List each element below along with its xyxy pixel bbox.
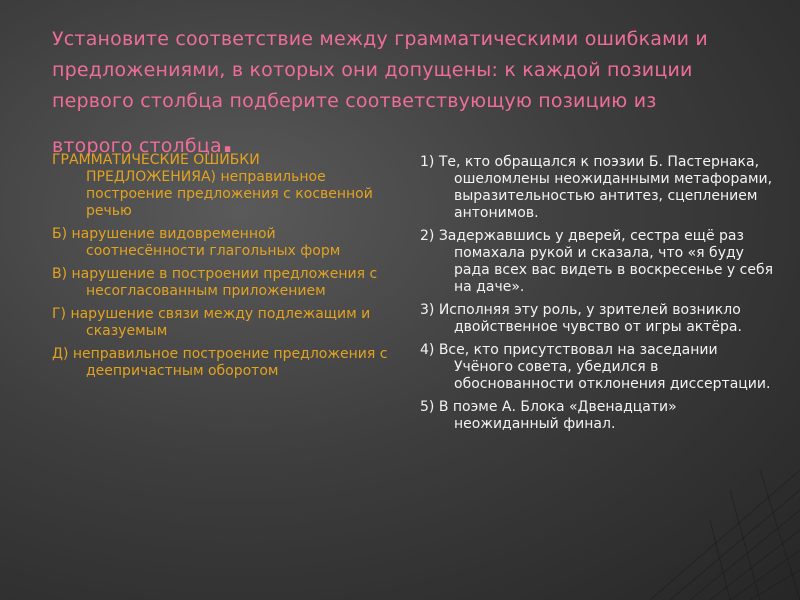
error-item-v: В) нарушение в построении предложения с несогласованным приложением (52, 266, 378, 299)
title-dot: . (221, 125, 234, 160)
sentence-item-3: 3) Исполняя эту роль, у зрителей возникло двойственное чувство от игры актёра. (420, 302, 742, 335)
title-line-1: Установите соответствие между грамматическими ошибками и предложениями, в которых они допущены: к каждой позиции первого столбца подберите соответствующую позицию из (52, 28, 708, 112)
sentences-column (420, 154, 775, 439)
sentence-item-2: 2) Задержавшись у дверей, сестра ещё раз помахала рукой и сказала, что «я буду рада всех вас видеть в воскресенье у себя на даче». (420, 228, 773, 295)
corner-decoration (610, 430, 800, 600)
slide-title (52, 24, 772, 162)
error-item-g: Г) нарушение связи между подлежащим и сказуемым (52, 306, 371, 339)
error-item-d: Д) неправильное построение предложения с деепричастным оборотом (52, 346, 388, 379)
error-item-header-a: ГРАММАТИЧЕСКИЕ ОШИБКИ ПРЕДЛОЖЕНИЯА) неправильное построение предложения с косвенной речью (52, 152, 373, 219)
sentence-item-4: 4) Все, кто присутствовал на заседании Учёного совета, убедился в обоснованности отклонения диссертации. (420, 342, 771, 392)
error-item-b: Б) нарушение видовременной соотнесённости глагольных форм (52, 226, 341, 259)
title-line-2: второго столбца (52, 135, 222, 157)
sentence-item-5: 5) В поэме А. Блока «Двенадцати» неожиданный финал. (420, 399, 677, 432)
errors-column (52, 152, 392, 386)
sentence-item-1: 1) Те, кто обращался к поэзии Б. Пастернака, ошеломлены неожиданными метафорами, выразительностью антитез, сцеплением антонимов. (420, 154, 773, 221)
